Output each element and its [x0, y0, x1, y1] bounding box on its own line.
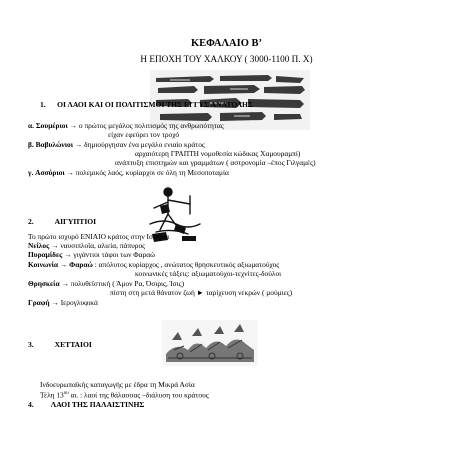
section1-item-sumerians: α. Σουμέριοι → ο πρώτος μεγάλος πολιτισμός της ανθρωπότητας [28, 121, 224, 130]
section3-line2: Τέλη $13^{o\upsilon}$ αι. : λαοί της θάλασσας –διάλυση του κράτους [40, 390, 209, 400]
section2-line-nile: Νείλος → ναυσιπλοΐα, αλιεία, πάπυρος [28, 241, 146, 250]
section3-line1: Ινδοευρωπαϊκής καταγωγής με έδρα τη Μικρά Ασία [40, 380, 195, 389]
section1-heading: 1. ΟΙ ΛΑΟΙ ΚΑΙ ΟΙ ΠΟΛΙΤΙΣΜΟΙ ΤΗΣ ΕΓΓΥΣ ΑΝΑΤΟΛΗΣ [40, 100, 253, 109]
section2-heading: 2. ΑΙΓΥΠΤΙΟΙ [28, 217, 97, 226]
era-title: Η ΕΠΟΧΗ ΤΟΥ ΧΑΛΚΟΥ ( 3000-1100 Π. Χ) [140, 54, 313, 64]
section1-item-sumerians-cont: είχαν εφεύρει τον τροχό [108, 130, 180, 139]
section2-line-writing: Γραφή → Ιερογλυφικά [28, 298, 98, 307]
section4-heading: 4. ΛΑΟΙ ΤΗΣ ΠΑΛΑΙΣΤΙΝΗΣ [28, 400, 145, 409]
section1-item-babylonians: β. Βαβυλώνιοι → δημιούργησαν ένα μεγάλο ενιαίο κράτος [28, 140, 205, 149]
section1-item-babylonians-cont: αρχαιότερη ΓΡΑΠΤΗ νομοθεσία κώδικας Χαμουραμπί) [135, 149, 301, 158]
section1-item-assyrians: γ. Ασσύριοι → πολεμικός λαός, κυρίαρχοι σε όλη τη Μεσοποταμία [28, 168, 229, 177]
hittite-battle-image [162, 320, 258, 366]
section2-line-society: Κοινωνία → Φαραώ : απόλυτος κυρίαρχος , ανώτατος θρησκευτικός αξιωματούχος [28, 260, 280, 269]
section2-line-religion-cont: πίστη στη μετά θάνατον ζωή ► ταρίχευση νεκρών ( μούμιες) [110, 288, 293, 297]
chapter-title: ΚΕΦΑΛΑΙΟ Β’ [190, 38, 263, 49]
section2-line-religion: Θρησκεία → πολυθεϊστική ( Άμον Ρα, Όσιρις, Ίσις) [28, 279, 185, 288]
section3-heading: 3. ΧΕΤΤΑΙΟΙ [28, 340, 92, 349]
section2-line-society-cont: κοινωνικές τάξεις: αξιωματούχοι-τεχνίτες-δούλοι [135, 269, 282, 278]
section2-intro: Το πρώτο ισχυρό ΕΝΙΑΙΟ κράτος στην Ιστορία [28, 232, 170, 241]
section1-item-babylonians-cont2: ανάπτυξη επιστημών και γραμμάτων ( αστρονομία –έπος Γιλγαμές) [115, 158, 316, 167]
section2-line-pyramids: Πυραμίδες → γιγάντιοι τάφοι των Φαραώ [28, 250, 155, 259]
